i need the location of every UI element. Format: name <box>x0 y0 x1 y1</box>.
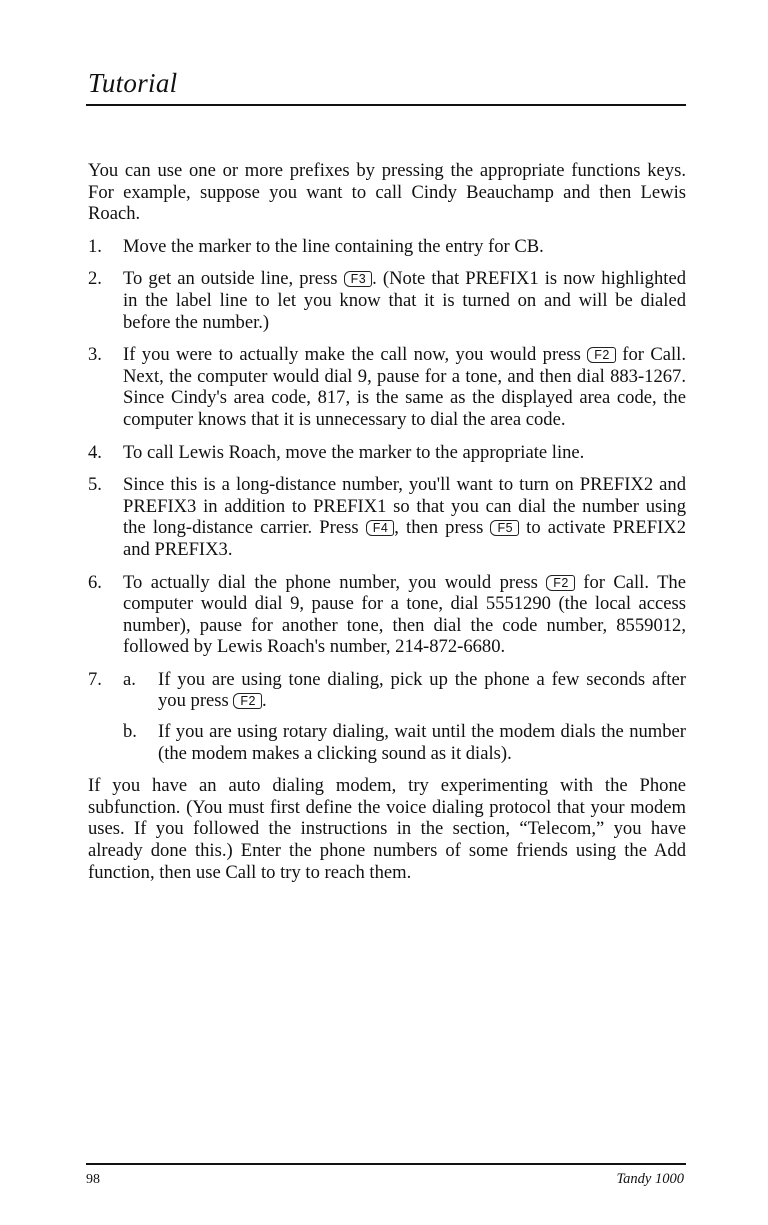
page-number: 98 <box>86 1172 100 1187</box>
step-text: To actually dial the phone number, you would press <box>123 571 538 593</box>
step-text: . (Note that PREFIX1 is now highlighted in the label line to let you know that it is turned on and will be dialed before the number.) <box>123 268 686 333</box>
page-body <box>88 160 686 894</box>
running-footer-title: Tandy 1000 <box>616 1171 684 1187</box>
step-7a <box>123 669 686 712</box>
step-text: To call Lewis Roach, move the marker to the appropriate line. <box>123 441 585 463</box>
step-2 <box>88 268 686 333</box>
steps-list <box>88 236 686 764</box>
footer-rule <box>86 1163 686 1165</box>
f2-key: F2 <box>546 575 575 591</box>
header-rule <box>86 104 686 106</box>
step-3 <box>88 344 686 430</box>
step-number: 2. <box>88 268 102 290</box>
step-number: 1. <box>88 235 102 257</box>
f4-key: F4 <box>366 520 395 536</box>
f5-key: F5 <box>490 520 519 536</box>
step-7b <box>123 721 686 764</box>
f2-key: F2 <box>587 347 616 363</box>
substep-text: If you are using tone dialing, pick up the phone a few seconds after you press <box>158 668 686 712</box>
step-text: for Call. The computer would dial 9, pause for a tone, dial 5551290 (the local access number), pause for another tone, then dial the code number, 8559012, followed by Lewis Roach's number, 214-872-6680. <box>123 571 686 658</box>
step-text: To get an outside line, press <box>123 268 338 290</box>
substep-letter: a. <box>123 668 136 690</box>
intro-paragraph: You can use one or more prefixes by pressing the appropriate functions keys. For example, suppose you want to call Cindy Beauchamp and then Lewis Roach. <box>88 160 686 225</box>
substep-letter: b. <box>123 721 137 743</box>
step-number: 6. <box>88 571 102 593</box>
step-text: to activate PREFIX2 and PREFIX3. <box>123 517 686 560</box>
closing-paragraph: If you have an auto dialing modem, try experimenting with the Phone subfunction. (You must first define the voice dialing protocol that your modem uses. If you followed the instructions in the section, “Telecom,” you have already done this.) Enter the phone numbers of some friends using the Add function, then use Call to try to reach them. <box>88 775 686 883</box>
step-text: for Call. Next, the computer would dial 9, pause for a tone, and then dial 883-1267. Since Cindy's area code, 817, is the same as the displayed area code, the computer knows that it is unnecessary to dial the area code. <box>123 344 686 430</box>
step-7 <box>88 669 686 764</box>
substep-text: . <box>262 690 267 712</box>
step-1 <box>88 236 686 258</box>
step-number: 4. <box>88 441 102 463</box>
step-text: Since this is a long-distance number, you'll want to turn on PREFIX2 and PREFIX3 in addition to PREFIX1 so that you can dial the number using the long-distance carrier. Press <box>123 474 686 539</box>
step-text: , then press <box>394 517 484 539</box>
f3-key: F3 <box>344 271 373 287</box>
step-number: 5. <box>88 474 102 496</box>
step-number: 3. <box>88 344 102 366</box>
step-6 <box>88 572 686 658</box>
substep-text: If you are using rotary dialing, wait until the modem dials the number (the modem makes a clicking sound as it dials). <box>158 721 686 764</box>
step-text: Move the marker to the line containing the entry for CB. <box>123 235 544 257</box>
step-number: 7. <box>88 668 102 690</box>
running-header-title: Tutorial <box>88 68 178 98</box>
step-4 <box>88 442 686 464</box>
step-5 <box>88 474 686 560</box>
f2-key: F2 <box>233 693 262 709</box>
step-text: If you were to actually make the call now, you would press <box>123 344 581 366</box>
